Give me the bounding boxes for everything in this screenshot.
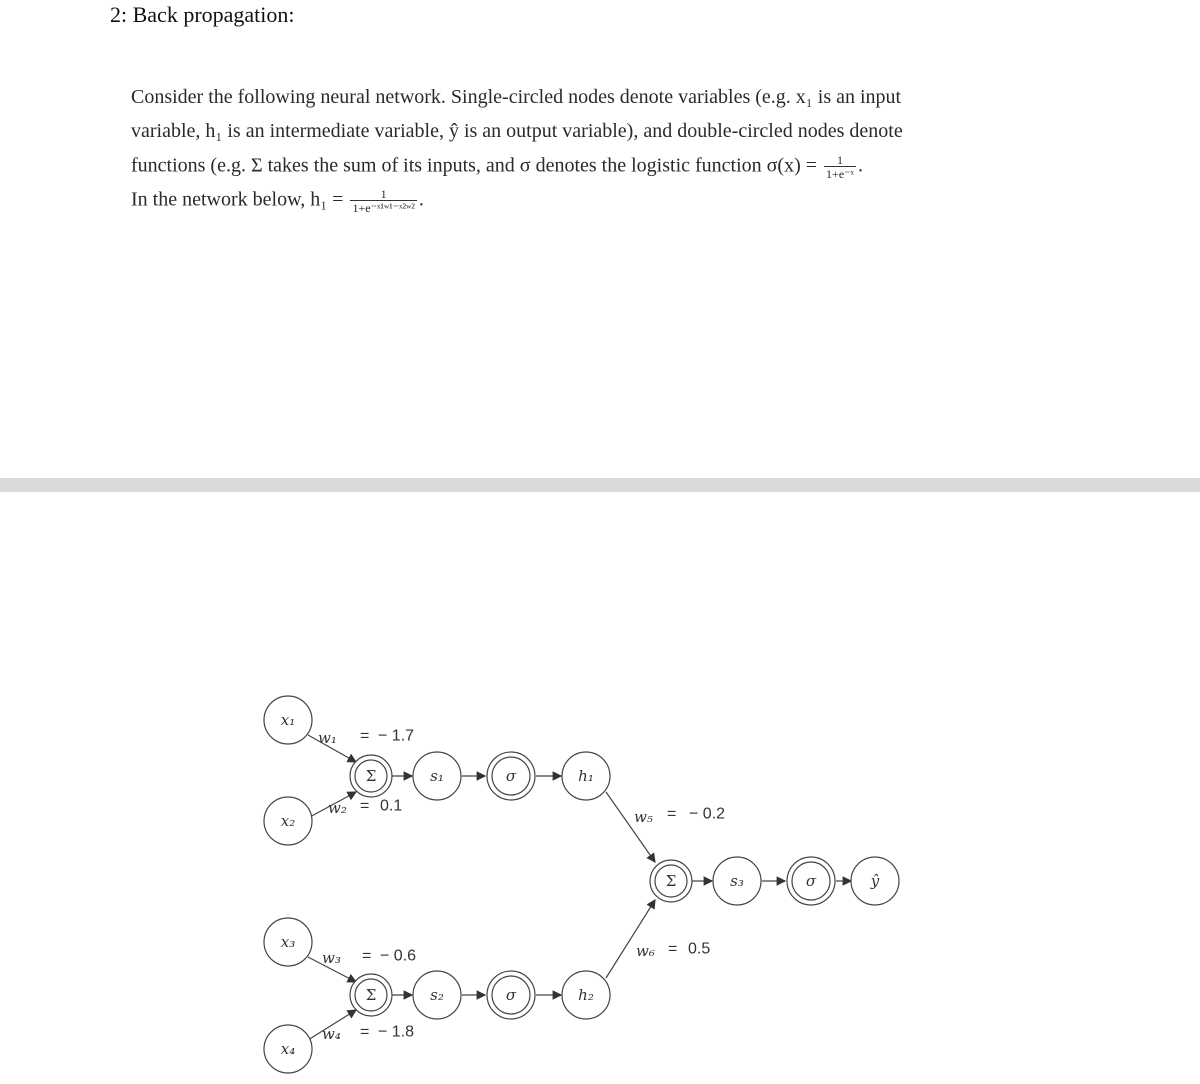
label-s2: s₂ — [430, 986, 444, 1004]
weight-w2-eq: = — [360, 797, 370, 815]
weight-w5-name: w₅ — [634, 808, 653, 826]
h1-fraction — [350, 188, 416, 214]
label-x3: x₃ — [280, 933, 296, 951]
sigmoid-denominator: 1+e⁻ˣ — [826, 167, 854, 181]
label-sum1: Σ — [365, 767, 377, 785]
section-divider — [0, 478, 1200, 492]
neural-network-diagram — [0, 492, 1200, 1080]
sigmoid-fraction — [824, 154, 856, 180]
paragraph-line-2: variable, h₁ is an intermediate variable, ŷ is an output variable), and double-circled nodes denote — [131, 120, 903, 142]
label-s1: s₁ — [430, 767, 444, 785]
label-h1: h₁ — [578, 767, 594, 785]
line3-end: . — [857, 154, 863, 177]
weight-w6-value: 0.5 — [688, 940, 711, 958]
weight-w1-value: − 1.7 — [378, 727, 415, 745]
line3-text: functions (e.g. Σ takes the sum of its inputs, and σ denotes the logistic function σ(x) = — [131, 154, 818, 177]
weight-w4-value: − 1.8 — [378, 1023, 415, 1041]
label-h2: h₂ — [578, 986, 594, 1004]
weight-w6-name: w₆ — [636, 942, 655, 960]
weight-w1-name: w₁ — [318, 729, 337, 747]
weight-w2-value: 0.1 — [380, 797, 403, 815]
label-sum2: Σ — [365, 986, 377, 1004]
weight-w1-eq: = — [360, 727, 370, 745]
paragraph-line-4 — [131, 188, 424, 214]
paragraph-line-3 — [131, 154, 863, 180]
weight-w3-name: w₃ — [322, 949, 341, 967]
section-heading: 2: Back propagation: — [110, 2, 295, 27]
edge-h1-sum3 — [606, 792, 655, 862]
paragraph-line-1: Consider the following neural network. Single-circled nodes denote variables (e.g. x₁ is an input — [131, 86, 902, 108]
line4-end: . — [418, 188, 424, 211]
edge-h2-sum3 — [606, 900, 655, 978]
weight-w4-eq: = — [360, 1023, 370, 1041]
weight-w4-name: w₄ — [322, 1025, 341, 1043]
weight-w3-eq: = — [362, 947, 372, 965]
weight-w5-value: − 0.2 — [689, 805, 726, 823]
weight-w3-value: − 0.6 — [380, 947, 417, 965]
label-x4: x₄ — [280, 1040, 296, 1058]
weight-w6-eq: = — [668, 940, 678, 958]
sigmoid-numerator: 1 — [837, 153, 843, 167]
label-x1: x₁ — [280, 711, 296, 729]
label-sum3: Σ — [665, 872, 677, 890]
label-s3: s₃ — [730, 872, 744, 890]
label-x2: x₂ — [280, 812, 296, 830]
h1-denominator: 1+e⁻ˣ¹ʷ¹⁻ˣ²ʷ² — [352, 201, 415, 215]
h1-numerator: 1 — [380, 187, 387, 201]
label-sig1: σ — [505, 767, 517, 785]
label-yhat: ŷ — [870, 872, 880, 890]
label-sig3: σ — [805, 872, 817, 890]
line4-text: In the network below, h₁ = — [131, 188, 344, 211]
network-svg — [0, 492, 1200, 1080]
label-sig2: σ — [505, 986, 517, 1004]
weight-w2-name: w₂ — [328, 799, 347, 817]
weight-w5-eq: = — [667, 805, 677, 823]
